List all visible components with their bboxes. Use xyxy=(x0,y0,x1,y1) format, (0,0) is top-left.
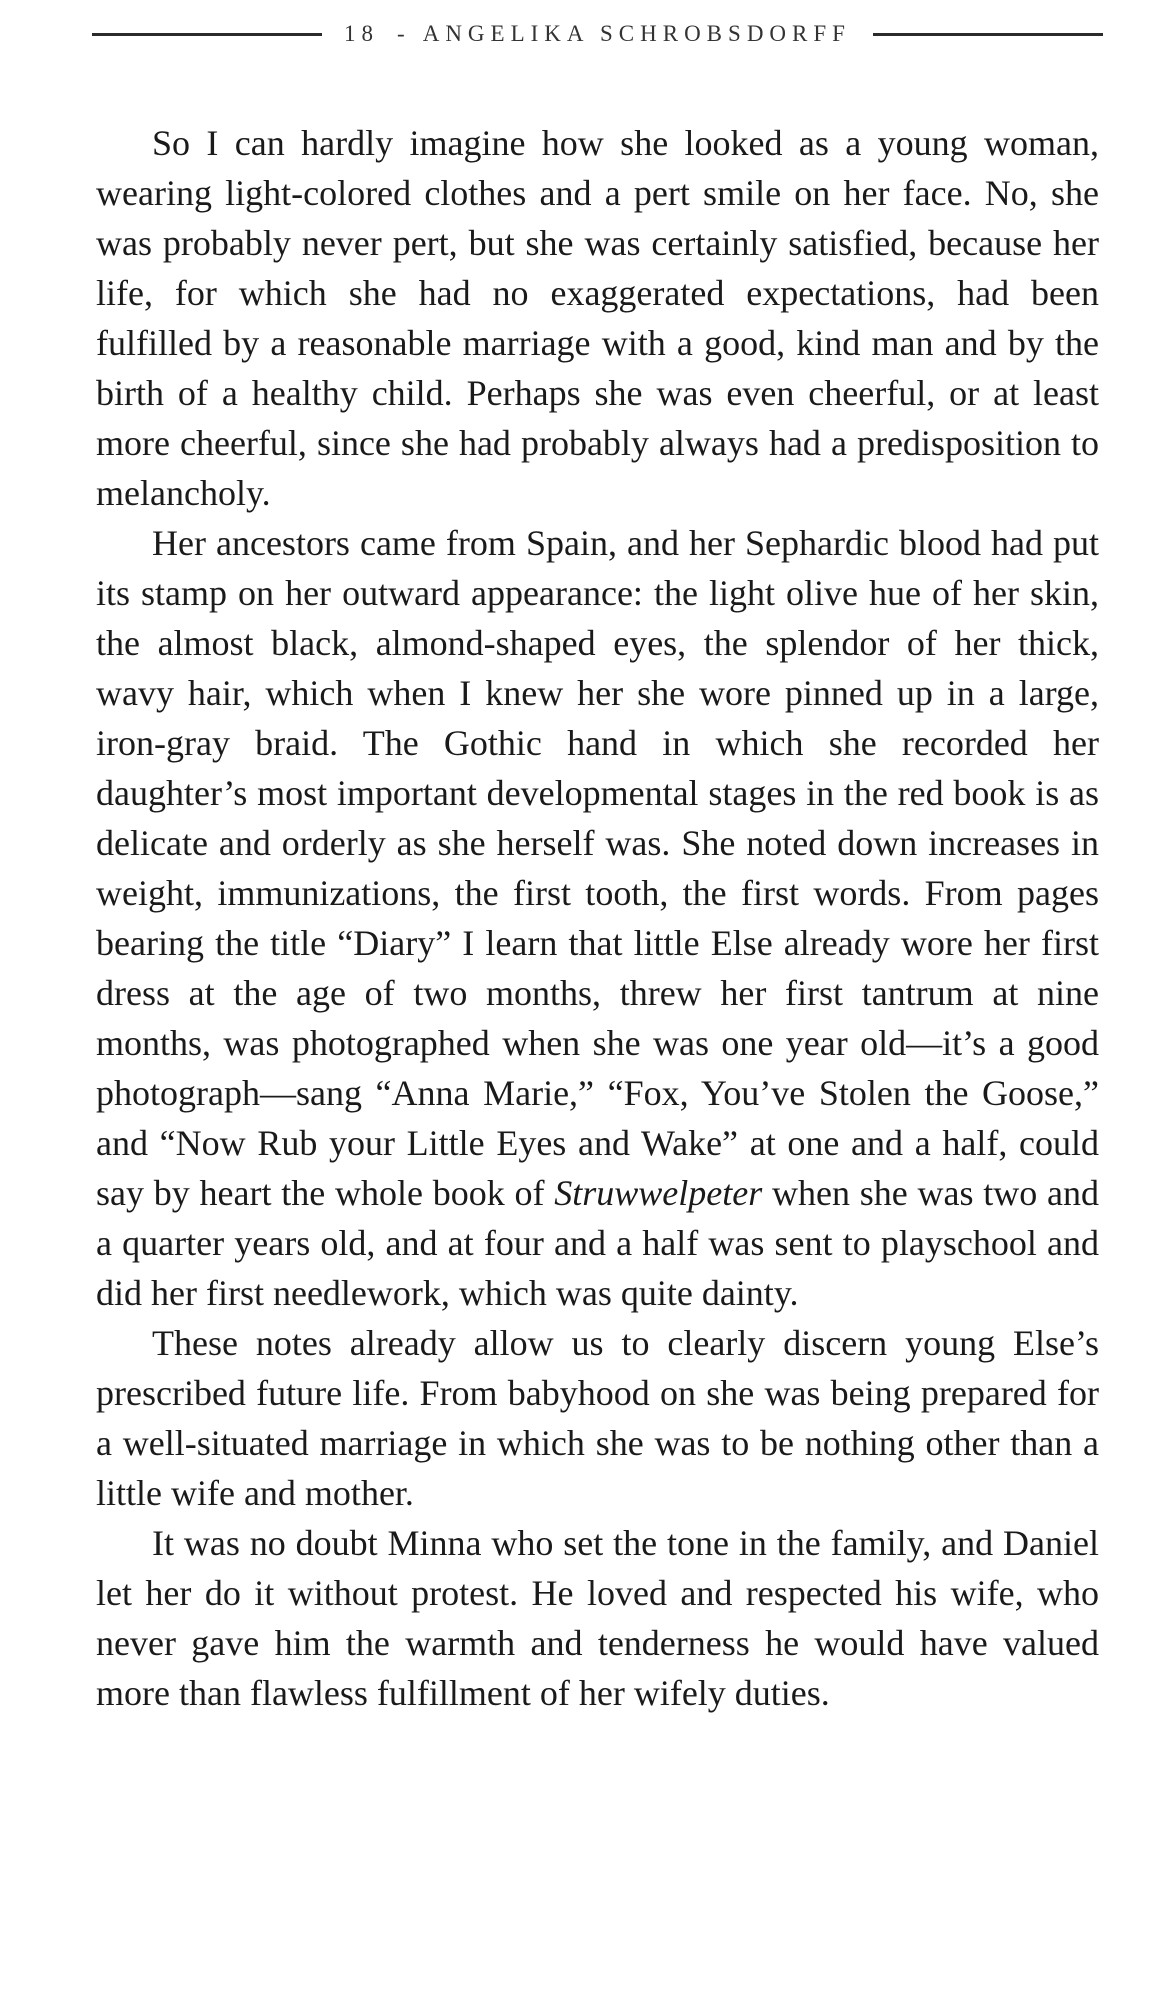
header-separator: - xyxy=(397,21,405,46)
paragraph-3: These notes already allow us to clearly discern young Else’s prescribed future life. From babyhood on she was being prepared for a well-situated marriage in which she was to be nothing other than a little wife and mother. xyxy=(96,1323,1099,1513)
author-name: ANGELIKA SCHROBSDORFF xyxy=(422,21,851,46)
paragraph-4: It was no doubt Minna who set the tone in the family, and Daniel let her do it without protest. He loved and respected his wife, who never gave him the warmth and tenderness he would have valued more than flawless fulfillment of her wifely duties. xyxy=(96,1523,1099,1713)
book-title-italic: Struwwelpeter xyxy=(554,1173,763,1213)
page-number: 18 xyxy=(344,21,380,46)
running-header xyxy=(92,14,1103,54)
body-text xyxy=(96,118,1099,1718)
paragraph-2 xyxy=(96,518,1099,1318)
paragraph-2-text: Her ancestors came from Spain, and her Sephardic blood had put its stamp on her outward appearance: the light olive hue of her skin, the almost black, almond-shaped eyes, the splendor of her thick, wavy hair, which when I knew her she wore pinned up in a large, iron-gray braid. The Gothic hand in which she recorded her daughter’s most important developmental stages in the red book is as delicate and orderly as she herself was. She noted down increases in weight, immunizations, the first tooth, the first words. From pages bearing the title “Diary” I learn that little Else already wore her first dress at the age of two months, threw her first tantrum at nine months, was photographed when she was one year old—it’s a good photograph—sang “Anna Marie,” “Fox, You’ve Stolen the Goose,” and “Now Rub your Little Eyes and Wake” at one and a half, could say by heart the whole book of xyxy=(96,523,1099,1213)
paragraph-2-continuation: when she was two and a quarter years old, and at four and a half was sent to playschool and did her first needlework, which was quite dainty. xyxy=(96,1173,1099,1313)
header-text xyxy=(344,21,851,47)
header-rule-right xyxy=(873,33,1103,36)
header-rule-left xyxy=(92,33,322,36)
paragraph-1: So I can hardly imagine how she looked as a young woman, wearing light-colored clothes and a pert smile on her face. No, she was probably never pert, but she was certainly satisfied, because her life, for which she had no exaggerated expectations, had been fulfilled by a reasonable marriage with a good, kind man and by the birth of a healthy child. Perhaps she was even cheerful, or at least more cheerful, since she had probably always had a predisposition to melancholy. xyxy=(96,123,1099,513)
